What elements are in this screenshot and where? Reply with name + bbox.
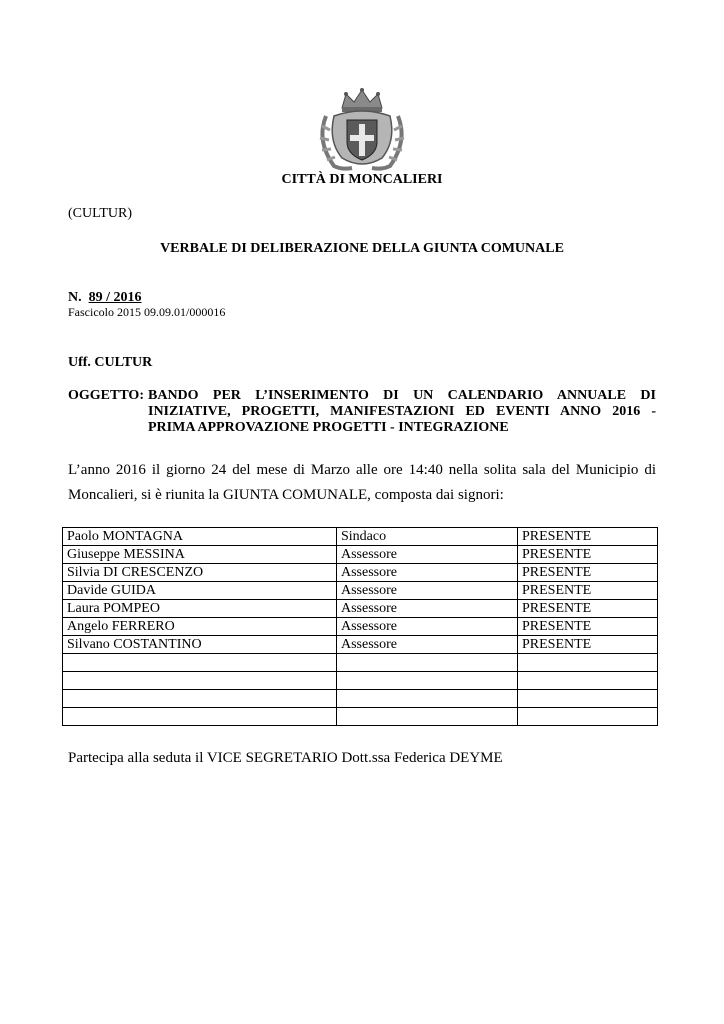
table-row bbox=[63, 582, 658, 600]
member-role: Assessore bbox=[337, 546, 518, 564]
attendance-note: Partecipa alla seduta il VICE SEGRETARIO Dott.ssa Federica DEYME bbox=[68, 750, 503, 766]
office-label: Uff. CULTUR bbox=[68, 355, 153, 370]
city-coat-of-arms bbox=[312, 86, 412, 174]
table-row bbox=[63, 528, 658, 546]
fascicolo: Fascicolo 2015 09.09.01/000016 bbox=[68, 305, 226, 319]
member-role bbox=[337, 672, 518, 690]
city-name: CITTÀ DI MONCALIERI bbox=[281, 172, 443, 187]
table-row bbox=[63, 618, 658, 636]
table-row bbox=[63, 564, 658, 582]
table-row bbox=[63, 546, 658, 564]
intro-line: L’anno 2016 il giorno 24 del mese di Marzo alle ore 14:40 nella solita sala del Municipio di bbox=[68, 462, 656, 478]
table-row bbox=[63, 600, 658, 618]
member-status: PRESENTE bbox=[518, 546, 658, 564]
subject-line: PRIMA APPROVAZIONE PROGETTI - INTEGRAZIONE bbox=[148, 420, 509, 435]
table-row bbox=[63, 690, 658, 708]
intro-paragraph bbox=[68, 458, 656, 508]
member-name bbox=[63, 690, 337, 708]
member-name: Silvano COSTANTINO bbox=[63, 636, 337, 654]
member-status: PRESENTE bbox=[518, 582, 658, 600]
subject-line: INIZIATIVE, PROGETTI, MANIFESTAZIONI ED EVENTI ANNO 2016 - bbox=[148, 404, 656, 419]
document-title: VERBALE DI DELIBERAZIONE DELLA GIUNTA COMUNALE bbox=[160, 241, 564, 256]
member-status: PRESENTE bbox=[518, 600, 658, 618]
member-status: PRESENTE bbox=[518, 618, 658, 636]
member-name: Laura POMPEO bbox=[63, 600, 337, 618]
number-value: 89 / 2016 bbox=[88, 290, 142, 305]
member-role: Assessore bbox=[337, 618, 518, 636]
member-name: Angelo FERRERO bbox=[63, 618, 337, 636]
deliberation-number bbox=[68, 290, 142, 306]
subject-text bbox=[148, 388, 656, 436]
table-row bbox=[63, 636, 658, 654]
member-name bbox=[63, 672, 337, 690]
member-role: Assessore bbox=[337, 600, 518, 618]
member-name: Silvia DI CRESCENZO bbox=[63, 564, 337, 582]
member-status: PRESENTE bbox=[518, 636, 658, 654]
member-role bbox=[337, 690, 518, 708]
member-name: Davide GUIDA bbox=[63, 582, 337, 600]
subject-line: BANDO PER L’INSERIMENTO DI UN CALENDARIO ANNUALE DI bbox=[148, 388, 656, 403]
member-status bbox=[518, 690, 658, 708]
member-role bbox=[337, 654, 518, 672]
table-row bbox=[63, 654, 658, 672]
member-name bbox=[63, 708, 337, 726]
member-role: Assessore bbox=[337, 564, 518, 582]
member-status: PRESENTE bbox=[518, 564, 658, 582]
member-role bbox=[337, 708, 518, 726]
member-name: Giuseppe MESSINA bbox=[63, 546, 337, 564]
member-role: Assessore bbox=[337, 636, 518, 654]
member-status: PRESENTE bbox=[518, 528, 658, 546]
members-table bbox=[62, 527, 658, 726]
table-row bbox=[63, 672, 658, 690]
member-role: Sindaco bbox=[337, 528, 518, 546]
member-name bbox=[63, 654, 337, 672]
table-row bbox=[63, 708, 658, 726]
subject-label: OGGETTO: bbox=[68, 388, 144, 403]
office-code: (CULTUR) bbox=[68, 206, 133, 221]
number-label: N. bbox=[68, 290, 82, 305]
member-status bbox=[518, 708, 658, 726]
member-status bbox=[518, 672, 658, 690]
member-status bbox=[518, 654, 658, 672]
intro-line: Moncalieri, si è riunita la GIUNTA COMUNALE, composta dai signori: bbox=[68, 487, 504, 503]
member-role: Assessore bbox=[337, 582, 518, 600]
member-name: Paolo MONTAGNA bbox=[63, 528, 337, 546]
